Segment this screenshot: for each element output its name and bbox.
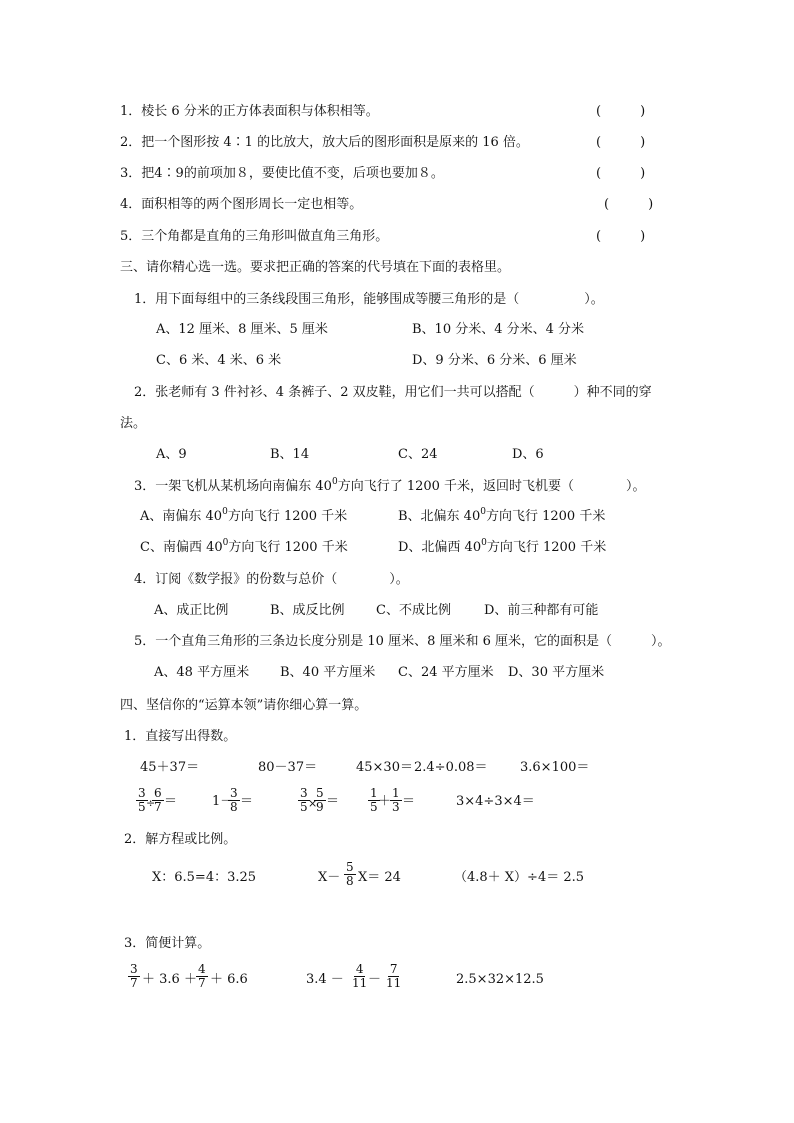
calc-4: 2.4÷0.08＝ [414,760,488,775]
answer-paren-4[interactable]: ( ) [604,197,654,212]
q5-option-a[interactable]: A、48 平方厘米 [154,665,250,680]
q3-option-a-tail: 方向飞行 1200 千米 [227,509,348,524]
degree-sup: 0 [481,538,487,548]
frac-5-9 [314,787,326,814]
plus-sign: ＋ [378,794,392,809]
degree-sup: 0 [222,538,229,548]
degree-sup: 0 [331,477,338,487]
judge-item-5: 5．三个角都是直角的三角形叫做直角三角形。 [120,229,389,244]
denominator: 11 [386,976,402,990]
answer-paren-3[interactable]: ( ) [596,166,646,181]
q2-option-d[interactable]: D、6 [512,447,544,462]
q3-option-b[interactable] [398,509,605,525]
numerator: 4 [198,962,206,976]
denominator: 7 [130,976,138,990]
numerator: 5 [346,860,354,874]
calc-3: 45×30＝ [356,760,413,775]
q3-option-d-tail: 方向飞行 1200 千米 [486,540,607,555]
numerator: 3 [138,786,146,800]
denominator: 8 [346,874,354,888]
answer-paren-1[interactable]: ( ) [596,104,646,119]
q3-option-c-text: C、南偏西 40 [140,540,223,555]
equals-sign: ＝ [240,794,254,809]
q1-option-b[interactable]: B、10 分米、4 分米、4 分米 [412,322,585,337]
q4-option-c[interactable]: C、不成比例 [376,603,451,618]
frac-5-8 [344,861,356,888]
equation-2-pre: X－ [318,870,341,885]
p2-title: 2．解方程或比例。 [124,832,237,847]
divide-sign: ÷ [146,797,156,810]
q5-option-c[interactable]: C、24 平方厘米 [398,665,494,680]
calc-1: 45＋37＝ [140,760,200,775]
denominator: 5 [300,800,308,814]
denominator: 8 [230,800,238,814]
one-minus: 1－ [212,794,234,809]
denominator: 5 [370,800,378,814]
q3-stem-a: 3．一架飞机从某机场向南偏东 40 [134,479,332,494]
minus-sign: － [368,972,382,987]
q5-stem: 5．一个直角三角形的三条边长度分别是 10 厘米、8 厘米和 6 厘米，它的面积是（ ）。 [134,634,671,649]
judge-item-3: 3．把4∶9的前项加８，要使比值不变，后项也要加８。 [120,166,444,181]
equals-sign: ＝ [402,794,416,809]
denominator: 7 [198,976,206,990]
degree-sup: 0 [222,507,228,517]
calc-2: 80－37＝ [258,760,318,775]
frac-4-11 [350,963,369,990]
q3-option-b-text: B、北偏东 40 [398,509,481,524]
frac-3-8 [228,787,240,814]
denominator: 7 [154,800,162,814]
numerator: 1 [392,786,400,800]
q4-stem: 4．订阅《数学报》的份数与总价（ ）。 [134,572,409,587]
simplify-2-pre: 3.4 － [306,972,344,987]
denominator: 11 [352,976,368,990]
numerator: 6 [154,786,162,800]
numerator: 4 [355,962,364,976]
p1-title: 1．直接写出得数。 [124,729,237,744]
numerator: 3 [130,962,138,976]
q5-option-b[interactable]: B、40 平方厘米 [280,665,376,680]
q2-stem-cont: 法。 [120,416,147,431]
q3-option-c-tail: 方向飞行 1200 千米 [228,540,348,555]
answer-paren-2[interactable]: ( ) [596,135,646,150]
q2-option-a[interactable]: A、9 [156,447,187,462]
p3-title: 3．简便计算。 [124,936,211,951]
q1-option-c[interactable]: C、6 米、4 米、6 米 [156,353,282,368]
q2-option-c[interactable]: C、24 [398,447,438,462]
simplify-3: 2.5×32×12.5 [456,972,544,987]
section-4-heading: 四、坚信你的“运算本领”请你细心算一算。 [120,698,368,713]
calc-5: 3.6×100＝ [520,760,590,775]
q2-option-b[interactable]: B、14 [270,447,310,462]
judge-item-1: 1．棱长 6 分米的正方体表面积与体积相等。 [120,104,379,119]
q3-option-a[interactable] [140,509,347,525]
q2-stem: 2．张老师有 3 件衬衫、4 条裤子、2 双皮鞋，用它们一共可以搭配（ ）种不同的穿 [134,385,652,400]
q1-option-a[interactable]: A、12 厘米、8 厘米、5 厘米 [156,322,328,337]
times-sign: × [308,797,318,810]
numerator: 3 [300,786,308,800]
equation-3: （4.8＋ X）÷4＝ 2.5 [454,870,585,885]
judge-item-2: 2．把一个图形按 4∶1 的比放大，放大后的图形面积是原来的 16 倍。 [120,135,529,150]
simplify-1-post: ＋ 6.6 [210,972,248,987]
q4-option-a[interactable]: A、成正比例 [154,603,229,618]
frac-3-7 [128,963,140,990]
q4-option-d[interactable]: D、前三种都有可能 [484,603,599,618]
denominator: 3 [392,800,400,814]
denominator: 9 [316,800,324,814]
equals-sign: ＝ [164,794,178,809]
q3-option-d[interactable] [398,540,606,556]
judge-item-4: 4．面积相等的两个图形周长一定也相等。 [120,197,363,212]
q3-option-a-text: A、南偏东 40 [140,509,223,524]
answer-paren-5[interactable]: ( ) [596,229,646,244]
calc-row2-5: 3×4÷3×4＝ [456,794,535,809]
numerator: 7 [389,962,398,976]
q1-stem: 1．用下面每组中的三条线段围三角形，能够围成等腰三角形的是（ ）。 [134,292,604,307]
degree-sup: 0 [480,507,486,517]
q1-option-d[interactable]: D、9 分米、6 分米、6 厘米 [412,353,577,368]
section-3-heading: 三、请你精心选一选。要求把正确的答案的代号填在下面的表格里。 [120,260,511,275]
q5-option-d[interactable]: D、30 平方厘米 [508,665,605,680]
simplify-1-mid: ＋ 3.6 ＋ [142,972,197,987]
frac-1-3 [390,787,402,814]
q3-stem-b: 方向飞行了 1200 千米，返回时飞机要（ ）。 [337,479,646,494]
numerator: 5 [316,786,324,800]
q3-stem [134,479,646,495]
denominator: 5 [138,800,146,814]
equation-1: X：6.5=4：3.25 [152,870,257,885]
numerator: 1 [370,786,378,800]
q4-option-b[interactable]: B、成反比例 [270,603,345,618]
numerator: 3 [230,786,238,800]
frac-7-11 [384,963,403,990]
q3-option-b-tail: 方向飞行 1200 千米 [485,509,606,524]
q3-option-d-text: D、北偏西 40 [398,540,482,555]
q3-option-c[interactable] [140,540,348,556]
equals-sign: ＝ [326,794,340,809]
equation-2-post: X＝ 24 [358,870,401,885]
frac-4-7 [196,963,208,990]
